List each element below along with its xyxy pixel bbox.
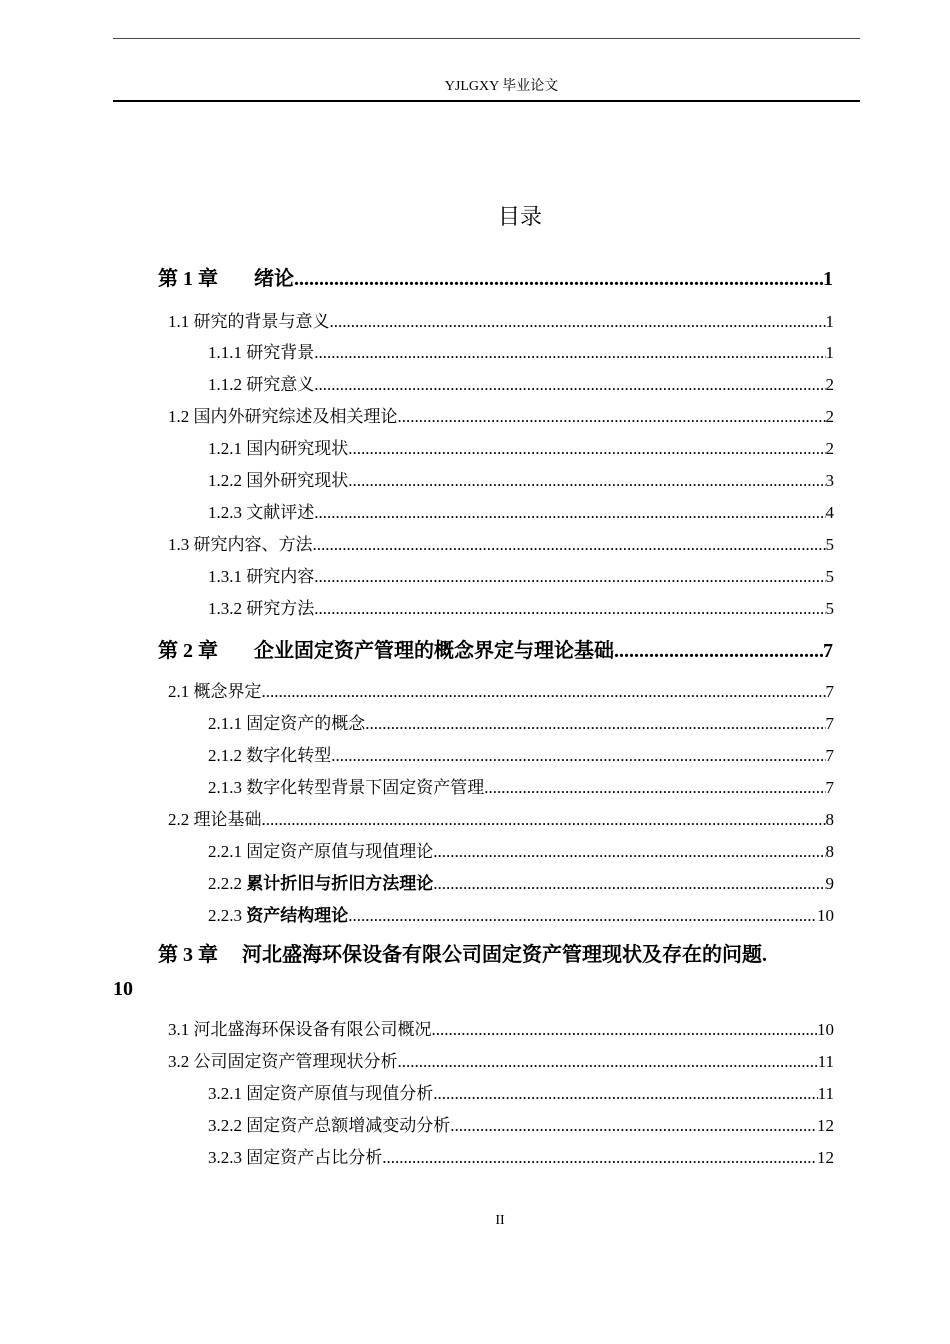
section-label: 1.1.1 研究背景: [208, 343, 315, 362]
section-label: 1.3 研究内容、方法: [168, 535, 313, 554]
dot-leader: [614, 638, 823, 664]
dot-leader: [484, 777, 825, 799]
page-number: 5: [825, 535, 834, 554]
section-label: 3.2 公司固定资产管理现状分析: [168, 1052, 398, 1071]
dot-leader: [331, 745, 825, 767]
section-label: 1.1 研究的背景与意义: [168, 312, 330, 331]
page-number: 7: [823, 640, 833, 662]
page-number: 10: [817, 906, 834, 925]
section-label: 2.2 理论基础: [168, 810, 262, 829]
toc-section-1-1-1[interactable]: [208, 342, 834, 364]
toc-chapter-3[interactable]: [158, 942, 767, 968]
toc-section-2-2-3[interactable]: [208, 905, 834, 927]
toc-section-1-2-3[interactable]: [208, 502, 834, 524]
page-number: 9: [825, 874, 834, 893]
toc-section-2-1-3[interactable]: [208, 777, 834, 799]
dot-leader: [348, 470, 825, 492]
page-number: 2: [825, 407, 834, 426]
dot-leader: [330, 311, 826, 333]
toc-chapter-2[interactable]: [158, 638, 833, 664]
page-footer-number: II: [495, 1213, 505, 1228]
chapter-number: 第 1 章: [158, 268, 218, 290]
section-label: 2.1 概念界定: [168, 682, 262, 701]
section-label: 3.2.3 固定资产占比分析: [208, 1148, 383, 1167]
page-number: 10: [817, 1020, 834, 1039]
chapter-number: 第 3 章: [158, 944, 218, 966]
running-header: YJLGXY 毕业论文: [444, 79, 559, 94]
section-label: 1.3.1 研究内容: [208, 567, 315, 586]
page-number: 7: [825, 746, 834, 765]
toc-section-3-2-3[interactable]: [208, 1147, 834, 1169]
toc-chapter-1[interactable]: [158, 266, 833, 292]
section-label: 1.2.2 国外研究现状: [208, 471, 349, 490]
section-label: 3.2.2 固定资产总额增减变动分析: [208, 1116, 451, 1135]
chapter-number: 第 2 章: [158, 640, 218, 662]
toc-section-2-2[interactable]: [168, 809, 834, 831]
toc-section-1-3-1[interactable]: [208, 566, 834, 588]
toc-section-3-2[interactable]: [168, 1051, 834, 1073]
dot-leader: [314, 374, 825, 396]
page-number: 8: [825, 842, 834, 861]
dot-leader: [450, 1115, 817, 1137]
section-label: 2.2.1 固定资产原值与现值理论: [208, 842, 434, 861]
dot-leader: [294, 266, 823, 292]
section-number: 2.2.2: [208, 874, 242, 893]
toc-section-1-2-2[interactable]: [208, 470, 834, 492]
page-number: 2: [825, 439, 834, 458]
section-label: 资产结构理论: [246, 906, 349, 925]
dot-leader: [365, 713, 825, 735]
toc-section-3-2-2[interactable]: [208, 1115, 834, 1137]
page-number: 12: [817, 1148, 834, 1167]
dot-leader: [398, 1051, 818, 1073]
toc-section-2-1-1[interactable]: [208, 713, 834, 735]
dot-leader: [314, 502, 825, 524]
toc-section-1-2[interactable]: [168, 406, 834, 428]
page-number: 10: [113, 978, 133, 1000]
toc-section-1-3[interactable]: [168, 534, 834, 556]
toc-section-2-1-2[interactable]: [208, 745, 834, 767]
page-number: 1: [825, 343, 834, 362]
page-number: 11: [817, 1052, 834, 1071]
page-number: 12: [817, 1116, 834, 1135]
page-number: 7: [825, 682, 834, 701]
section-label: 2.1.1 固定资产的概念: [208, 714, 366, 733]
header-top-rule: [113, 38, 860, 39]
page-number: 5: [825, 599, 834, 618]
dot-leader: [432, 1019, 818, 1041]
dot-leader: [348, 438, 825, 460]
page-number: 1: [823, 268, 833, 290]
dot-leader: [433, 841, 825, 863]
toc-section-1-2-1[interactable]: [208, 438, 834, 460]
section-label: 1.2.1 国内研究现状: [208, 439, 349, 458]
section-label: 2.1.3 数字化转型背景下固定资产管理: [208, 778, 485, 797]
page-number: 11: [817, 1084, 834, 1103]
toc-section-2-2-2[interactable]: [208, 873, 834, 895]
section-label: 1.2.3 文献评述: [208, 503, 315, 522]
section-label: 2.1.2 数字化转型: [208, 746, 332, 765]
dot-leader: [433, 1083, 817, 1105]
page-number: 1: [825, 312, 834, 331]
toc-section-1-1-2[interactable]: [208, 374, 834, 396]
page-number: 7: [825, 714, 834, 733]
header-bottom-rule: [113, 100, 860, 102]
dot-leader: [398, 406, 826, 428]
page-number: 5: [825, 567, 834, 586]
dot-leader: [382, 1147, 817, 1169]
page-number: 7: [825, 778, 834, 797]
chapter-title: 企业固定资产管理的概念界定与理论基础: [254, 640, 614, 662]
section-label: 3.1 河北盛海环保设备有限公司概况: [168, 1020, 432, 1039]
toc-section-1-3-2[interactable]: [208, 598, 834, 620]
dot-leader: [262, 681, 826, 703]
page-number: 8: [825, 810, 834, 829]
dot-leader: [313, 534, 826, 556]
section-label: 累计折旧与折旧方法理论: [246, 874, 434, 893]
toc-section-3-2-1[interactable]: [208, 1083, 834, 1105]
dot-leader: [348, 905, 817, 927]
section-label: 1.2 国内外研究综述及相关理论: [168, 407, 398, 426]
chapter-title: 河北盛海环保设备有限公司固定资产管理现状及存在的问题.: [242, 944, 767, 966]
toc-title: 目录: [497, 204, 542, 229]
chapter-title: 绪论: [254, 268, 294, 290]
dot-leader: [314, 598, 825, 620]
dot-leader: [433, 873, 825, 895]
toc-section-1-1[interactable]: [168, 311, 834, 333]
page-number: 4: [825, 503, 834, 522]
toc-section-2-1[interactable]: [168, 681, 834, 703]
toc-section-3-1[interactable]: [168, 1019, 834, 1041]
dot-leader: [314, 342, 825, 364]
page-number: 3: [825, 471, 834, 490]
section-number: 2.2.3: [208, 906, 242, 925]
section-label: 1.3.2 研究方法: [208, 599, 315, 618]
section-label: 3.2.1 固定资产原值与现值分析: [208, 1084, 434, 1103]
section-label: 1.1.2 研究意义: [208, 375, 315, 394]
dot-leader: [314, 566, 825, 588]
toc-section-2-2-1[interactable]: [208, 841, 834, 863]
dot-leader: [262, 809, 826, 831]
page-number: 2: [825, 375, 834, 394]
